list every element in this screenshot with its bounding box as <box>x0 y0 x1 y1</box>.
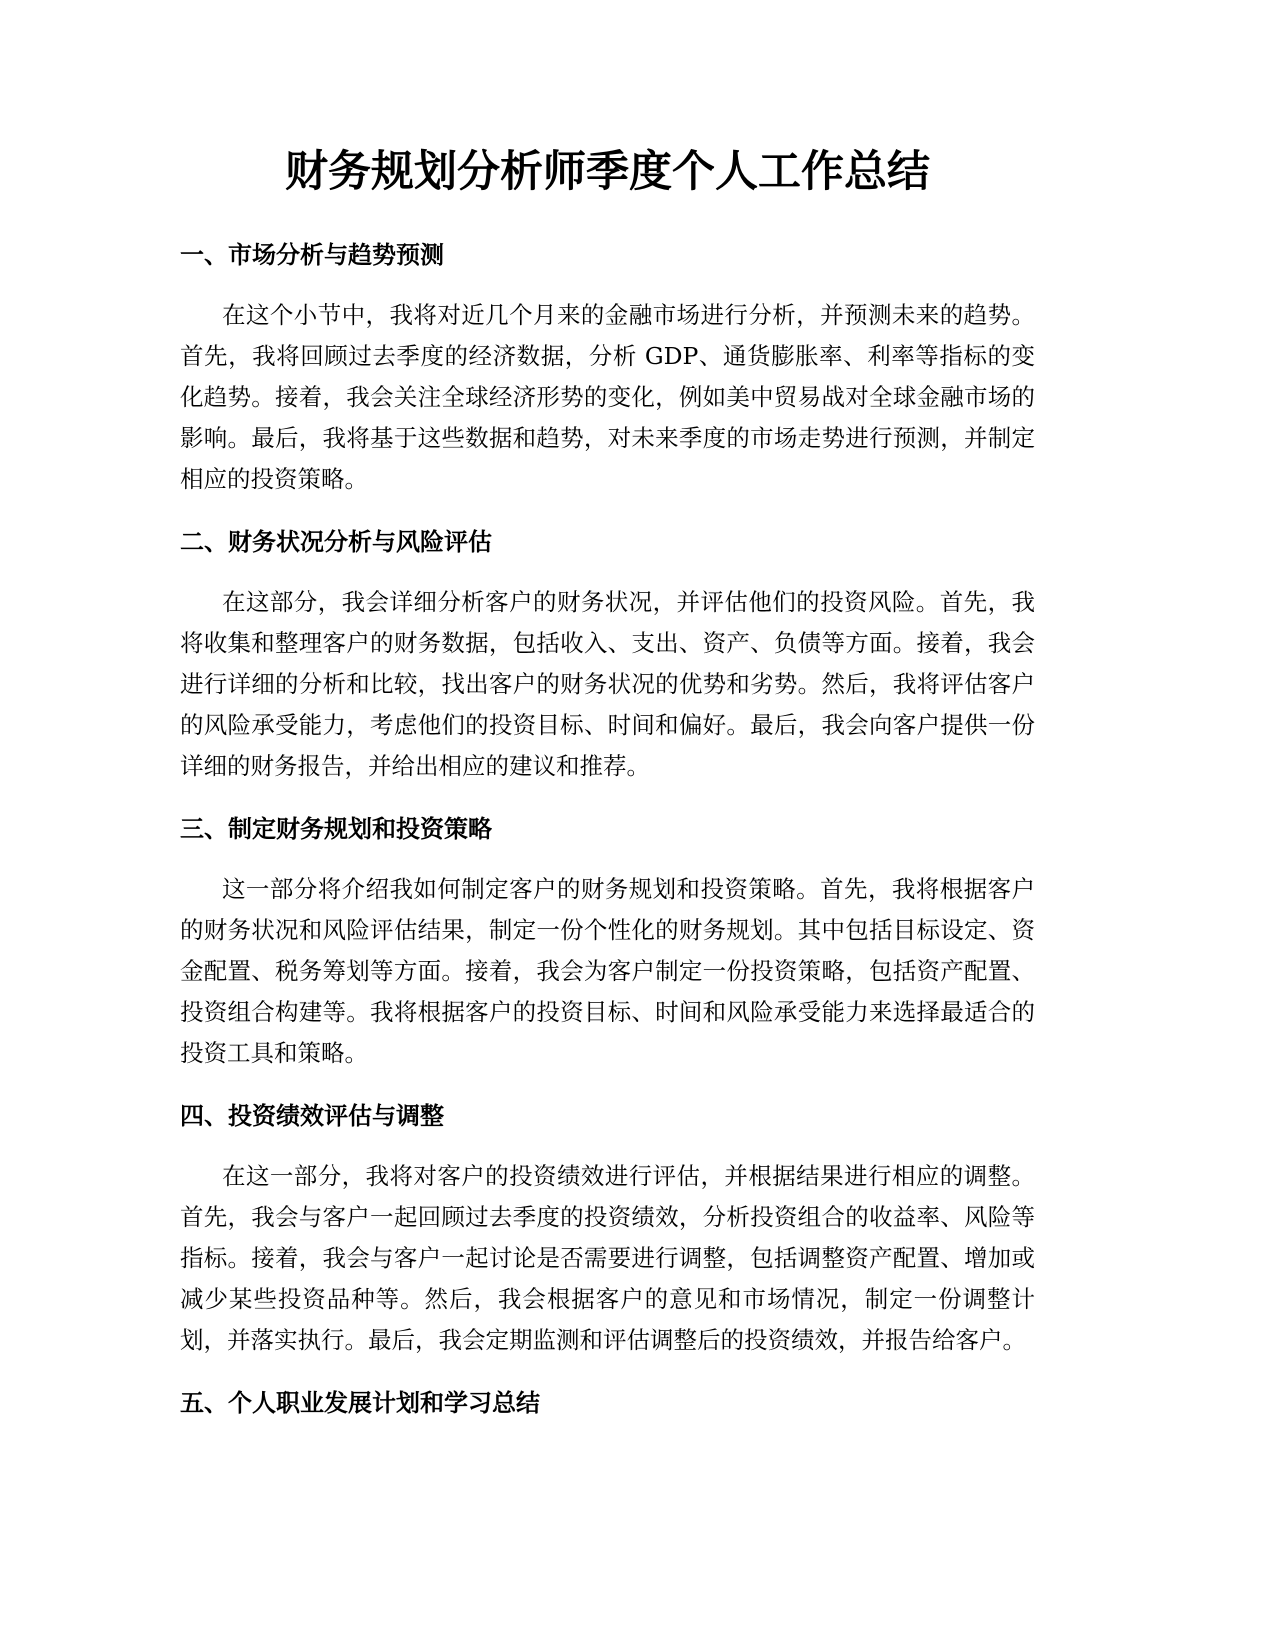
section-heading: 四、投资绩效评估与调整 <box>180 1102 444 1130</box>
section-heading: 二、财务状况分析与风险评估 <box>180 528 492 556</box>
section-heading: 三、制定财务规划和投资策略 <box>180 815 492 843</box>
section-paragraph: 在这个小节中，我将对近几个月来的金融市场进行分析，并预测未来的趋势。首先，我将回顾过去季度的经济数据，分析 GDP、通货膨胀率、利率等指标的变化趋势。接着，我会关注全球经济形势的变化，例如美中贸易战对全球金融市场的影响。最后，我将基于这些数据和趋势，对未来季度的市场走势进行预测，并制定相应的投资策略。 <box>180 301 1035 493</box>
section-market-analysis <box>180 239 1035 500</box>
section-financial-risk <box>180 526 1035 787</box>
section-paragraph: 在这一部分，我将对客户的投资绩效进行评估，并根据结果进行相应的调整。首先，我会与客户一起回顾过去季度的投资绩效，分析投资组合的收益率、风险等指标。接着，我会与客户一起讨论是否需要进行调整，包括调整资产配置、增加或减少某些投资品种等。然后，我会根据客户的意见和市场情况，制定一份调整计划，并落实执行。最后，我会定期监测和评估调整后的投资绩效，并报告给客户。 <box>180 1162 1035 1354</box>
section-heading: 一、市场分析与趋势预测 <box>180 241 444 269</box>
section-career-development <box>180 1387 1035 1419</box>
section-heading: 五、个人职业发展计划和学习总结 <box>180 1389 540 1417</box>
section-performance-adjustment <box>180 1100 1035 1361</box>
document-title: 财务规划分析师季度个人工作总结 <box>285 147 930 197</box>
section-paragraph: 这一部分将介绍我如何制定客户的财务规划和投资策略。首先，我将根据客户的财务状况和风险评估结果，制定一份个性化的财务规划。其中包括目标设定、资金配置、税务筹划等方面。接着，我会为客户制定一份投资策略，包括资产配置、投资组合构建等。我将根据客户的投资目标、时间和风险承受能力来选择最适合的投资工具和策略。 <box>180 875 1035 1067</box>
section-paragraph: 在这部分，我会详细分析客户的财务状况，并评估他们的投资风险。首先，我将收集和整理客户的财务数据，包括收入、支出、资产、负债等方面。接着，我会进行详细的分析和比较，找出客户的财务状况的优势和劣势。然后，我将评估客户的风险承受能力，考虑他们的投资目标、时间和偏好。最后，我会向客户提供一份详细的财务报告，并给出相应的建议和推荐。 <box>180 588 1035 780</box>
section-planning-strategy <box>180 813 1035 1074</box>
